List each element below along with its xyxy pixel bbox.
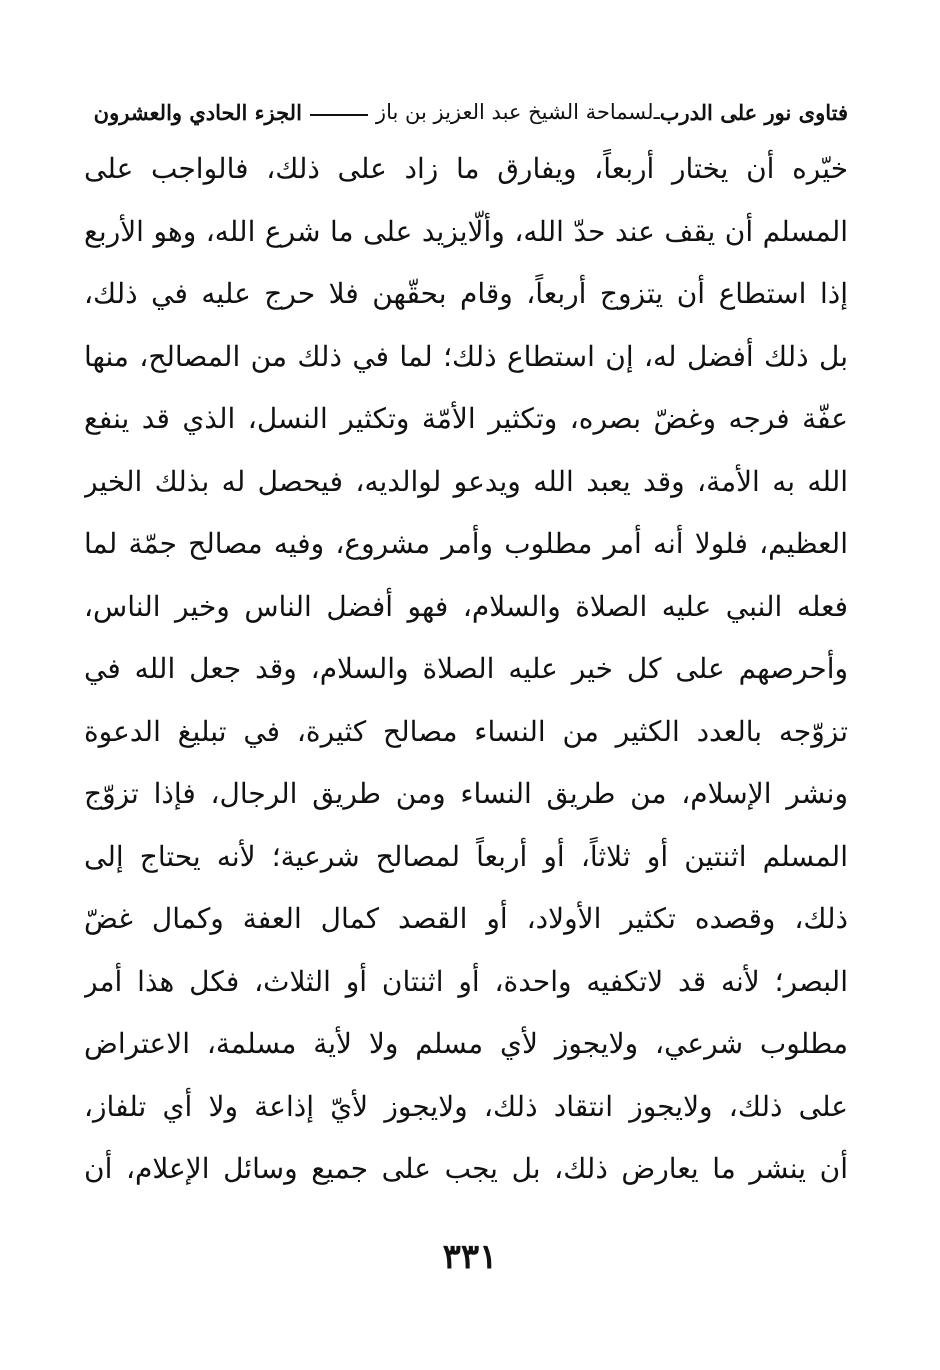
text-line: عفّة فرجه وغضّ بصره، وتكثير الأمّة وتكثير النسل، الذي قد ينفع: [84, 402, 848, 435]
text-line: أن ينشر ما يعارض ذلك، بل يجب على جميع وسائل الإعلام، أن: [84, 1152, 848, 1185]
text-line: على ذلك، ولايجوز انتقاد ذلك، ولايجوز لأيّ إذاعة ولا أي تلفاز،: [84, 1089, 848, 1123]
text-line: فعله النبي عليه الصلاة والسلام، فهو أفضل الناس وخير الناس،: [84, 589, 848, 623]
running-header: [84, 92, 848, 132]
header-separator: ـ: [653, 100, 660, 124]
text-line: تزوّجه بالعدد الكثير من النساء مصالح كثيرة، في تبليغ الدعوة: [84, 714, 848, 748]
header-part: الجزء الحادي والعشرون: [93, 99, 302, 125]
text-line: إذا استطاع أن يتزوج أربعاً، وقام بحقّهن فلا حرج عليه في ذلك،: [84, 277, 848, 310]
text-line: البصر؛ لأنه قد لاتكفيه واحدة، أو اثنتان أو الثلاث، فكل هذا أمر: [84, 964, 848, 998]
header-rule: [310, 114, 368, 116]
text-line: المسلم أن يقف عند حدّ الله، وألّايزيد على ما شرع الله، وهو الأربع: [84, 214, 848, 248]
text-line: وأحرصهم على كل خير عليه الصلاة والسلام، وقد جعل الله في: [84, 652, 848, 685]
text-line: مطلوب شرعي، ولايجوز لأي مسلم ولا لأية مسلمة، الاعتراض: [84, 1027, 848, 1060]
page-number: ٣٣١: [442, 1237, 498, 1277]
text-line: الله به الأمة، وقد يعبد الله ويدعو لوالديه، فيحصل له بذلك الخير: [84, 464, 848, 498]
text-line: بل ذلك أفضل له، إن استطاع ذلك؛ لما في ذلك من المصالح، منها: [84, 339, 848, 373]
text-line: ونشر الإسلام، من طريق النساء ومن طريق الرجال، فإذا تزوّج: [84, 777, 848, 810]
header-author: لسماحة الشيخ عبد العزيز بن باز: [375, 100, 654, 124]
header-book-title: فتاوى نور على الدرب: [659, 99, 848, 125]
text-line: المسلم اثنتين أو ثلاثاً، أو أربعاً لمصالح شرعية؛ لأنه يحتاج إلى: [84, 839, 848, 873]
text-line: خيّره أن يختار أربعاً، ويفارق ما زاد على ذلك، فالواجب على: [84, 152, 848, 185]
text-line: العظيم، فلولا أنه أمر مطلوب وأمر مشروع، وفيه مصالح جمّة لما: [84, 527, 848, 560]
body-text: [84, 138, 848, 1201]
text-line: ذلك، وقصده تكثير الأولاد، أو القصد كمال العفة وكمال غضّ: [84, 902, 848, 935]
